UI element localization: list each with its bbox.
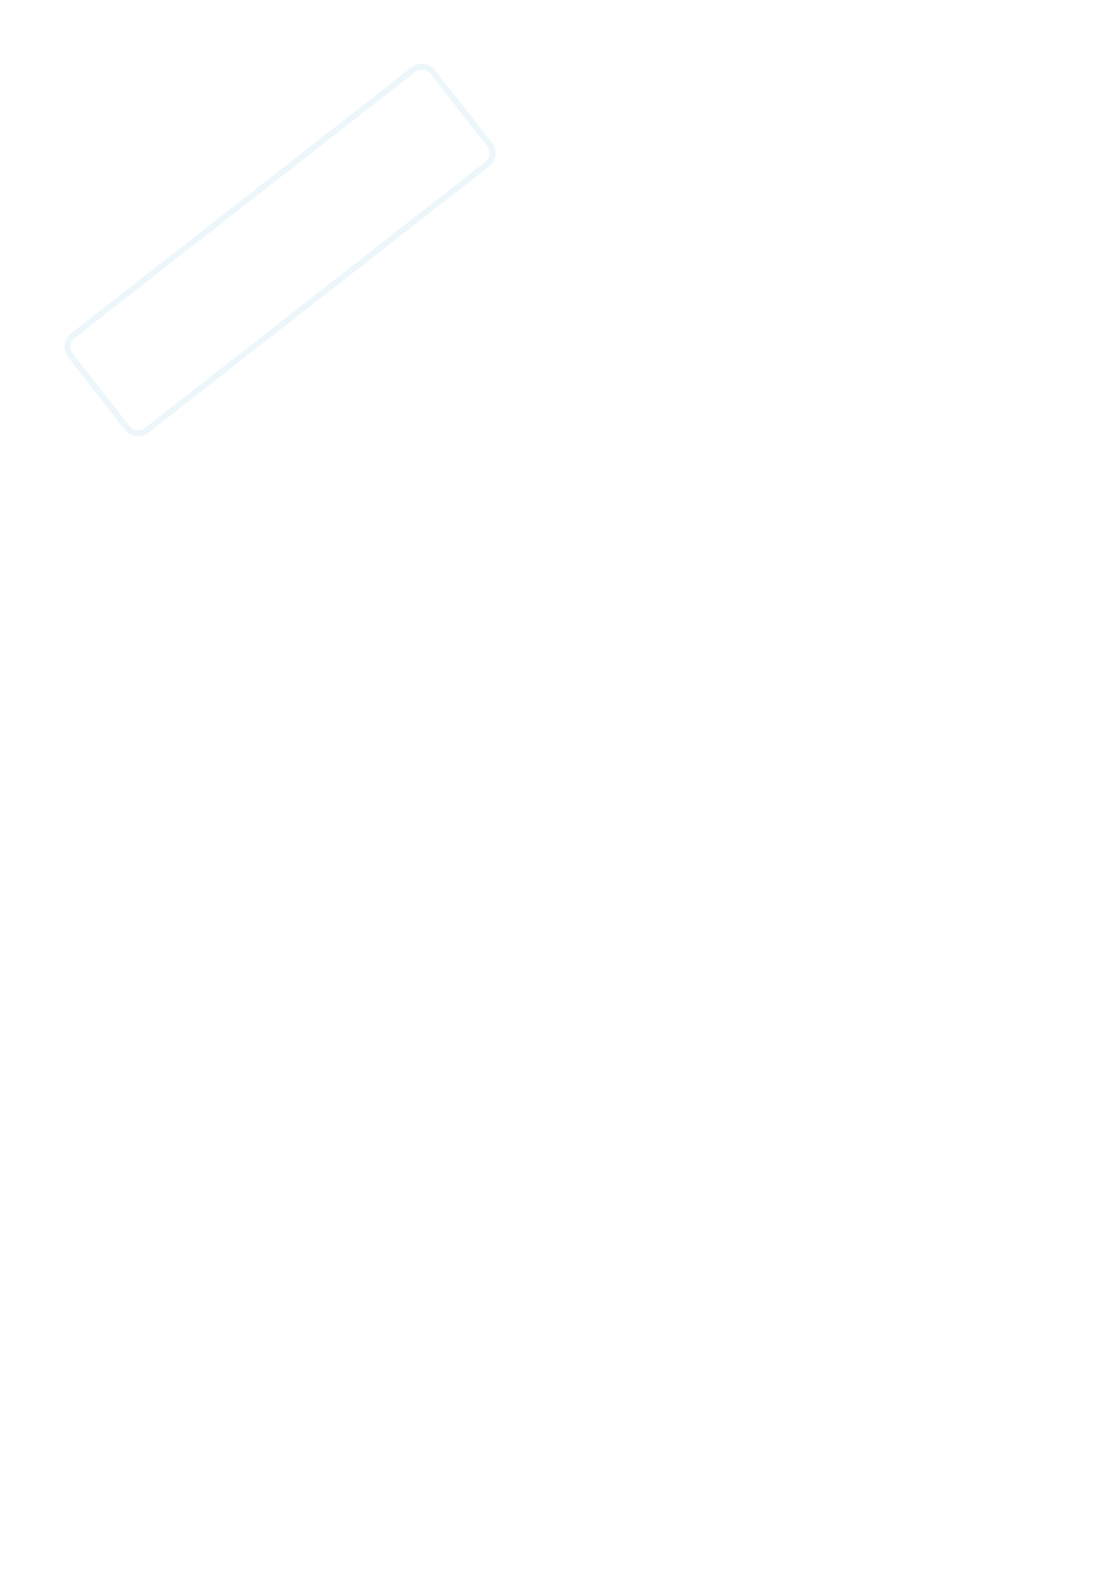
watermark-logo bbox=[20, 40, 540, 460]
document-body bbox=[106, 131, 1004, 157]
